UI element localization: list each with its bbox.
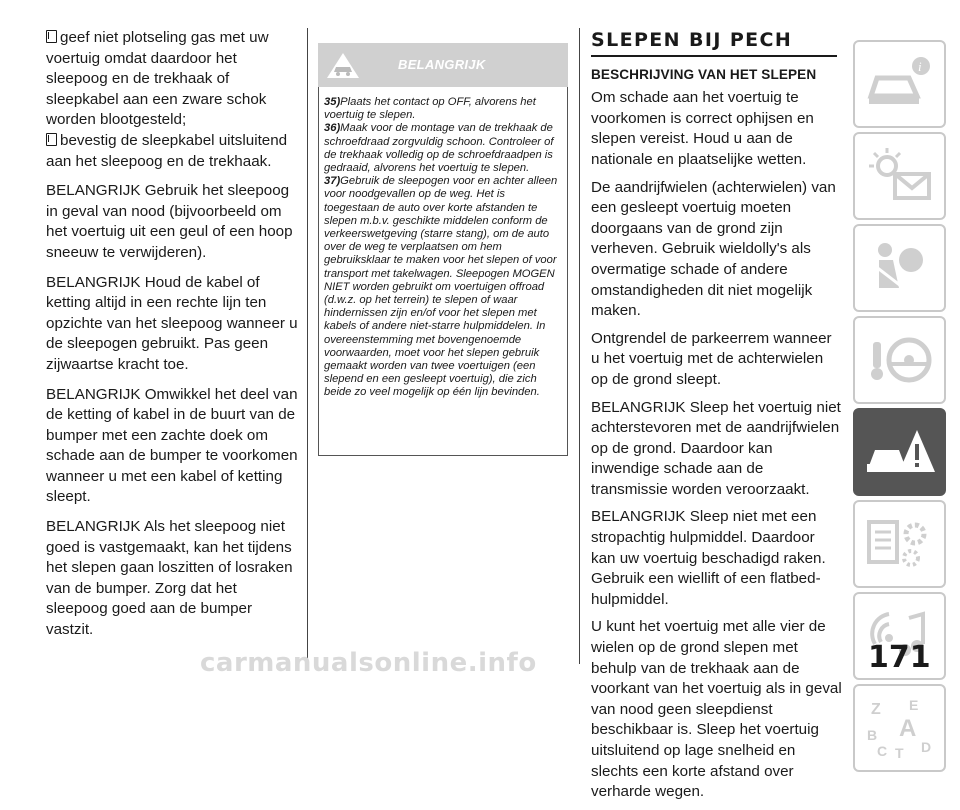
subsection-heading: BESCHRIJVING VAN HET SLEPEN (591, 66, 817, 82)
warning-item-37: 37)Gebruik de sleepogen voor en achter alleen voor noodgevallen op de weg. Het is toegestaan de auto over korte afstanden te slepen m.b.v. geschikte middelen conform de verkeerswetgeving (starre stang), om de auto over de weg te verplaatsen om hem gebruiksklaar te maken voor het slepen of voor transport met takelwagen. Sleepogen MOGEN NIET worden gebruikt om voertuigen offroad (d.w.z. op het terrein) te slepen of waar hindernissen zijn en/of voor het slepen met kabels of andere niet-starre hulpmiddelen. In overeenstemming met bovengenoemde voorwaarden, moet voor het slepen gebruik gemaakt worden van twee voertuigen (een slepend en een gesleept voertuig), die zich beide zo veel mogelijk op één lijn bevinden. (324, 175, 558, 399)
dashboard-lights-icon (865, 144, 935, 208)
warning-title: BELANGRIJK (398, 57, 486, 72)
svg-text:B: B (867, 727, 878, 743)
index-icon (865, 696, 935, 760)
right-column (591, 28, 843, 810)
tab-dashboard-lights[interactable] (853, 132, 946, 220)
paragraph: BELANGRIJK Omwikkel het deel van de ketting of kabel in de buurt van de bumper met een zachte doek om schade aan de bumper te voorkomen wanneer u met een kabel of ketting sleept. (46, 385, 298, 506)
warning-body (318, 87, 568, 456)
watermark: carmanualsonline.info (200, 648, 537, 678)
column-divider (579, 28, 580, 664)
paragraph: Om schade aan het voertuig te voorkomen is correct ophijsen en slepen vereist. Houd u aan de nationale en plaatselijke wetten. (591, 89, 814, 168)
warning-item-36: 36)Maak voor de montage van de trekhaak de schroefdraad zorgvuldig schoon. Controleer of de trekhaak volledig op de schroefdraadpen is gedraaid, alvorens het voertuig te slepen. (324, 122, 554, 175)
tab-safety[interactable] (853, 224, 946, 312)
warning-car-icon (326, 51, 360, 79)
car-info-icon (865, 52, 935, 116)
paragraph: BELANGRIJK Gebruik het sleepoog in geval van nood (bijvoorbeeld om het voertuig uit een geul of een hoop sneeuw te verwijderen). (46, 182, 293, 261)
paragraph: U kunt het voertuig met alle vier de wielen op de grond slepen met behulp van de trekhaak aan de voorkant van het voertuig als in geval van nood geen sleepdienst beschikbaar is. Sleep het voertuig uitsluitend op lage snelheid en slechts een korte afstand over verharde wegen. (591, 618, 842, 801)
tab-car-info[interactable] (853, 40, 946, 128)
bullet-icon (46, 30, 57, 43)
svg-text:C: C (877, 743, 888, 759)
safety-airbag-icon (865, 236, 935, 300)
page-number: 171 (868, 640, 931, 675)
svg-text:D: D (921, 739, 932, 755)
paragraph: BELANGRIJK Als het sleepoog niet goed is vastgemaakt, kan het tijdens het slepen gaan loszitten of losraken van de bumper. Zorg dat het sleepoog goed aan de bumper vastzit. (46, 518, 293, 639)
section-heading: SLEPEN BIJ PECH (591, 28, 837, 57)
paragraph: BELANGRIJK Sleep niet met een stropachtig hulpmiddel. Daardoor kan uw voertuig beschadigd raken. Gebruik een wiellift of een flatbed-hulpmiddel. (591, 508, 826, 608)
tab-starting-driving[interactable] (853, 316, 946, 404)
bullet-item: bevestig de sleepkabel uitsluitend aan het sleepoog en de trekhaak. (46, 131, 288, 170)
paragraph: BELANGRIJK Sleep het voertuig niet achterstevoren met de aandrijfwielen op de grond. Daardoor kan inwendige schade aan de transmissie worden veroorzaakt. (591, 398, 841, 498)
svg-text:E: E (909, 697, 919, 713)
paragraph: BELANGRIJK Houd de kabel of ketting altijd in een rechte lijn ten opzichte van het sleepoog wanneer u de sleepogen gebruikt. Pas geen zijwaartse kracht toe. (46, 273, 298, 373)
paragraph: De aandrijfwielen (achterwielen) van een gesleept voertuig moeten doorgaans van de grond zijn verheven. Gebruik wieldolly's als overmatige schade of andere omstandigheden dit niet mogelijk maken. (591, 178, 836, 320)
tab-index[interactable] (853, 684, 946, 772)
column-divider (307, 28, 308, 664)
paragraph: Ontgrendel de parkeerrem wanneer u het voertuig met de achterwielen op de grond sleept. (591, 329, 832, 388)
bullet-item: geef niet plotseling gas met uw voertuig omdat daardoor het sleepoog en de trekhaak of sleepkabel aan een zware schok worden blootgesteld; (46, 29, 269, 129)
emergency-icon (865, 420, 935, 484)
maintenance-icon (865, 512, 935, 576)
svg-text:A: A (899, 715, 917, 742)
svg-text:Z: Z (871, 701, 881, 718)
warning-box (318, 43, 568, 456)
starting-driving-icon (865, 328, 935, 392)
warning-header (318, 43, 568, 87)
svg-text:T: T (895, 745, 904, 760)
tab-emergency[interactable] (853, 408, 946, 496)
svg-text:i: i (918, 59, 922, 74)
warning-item-35: 35)Plaats het contact op OFF, alvorens het voertuig te slepen. (324, 96, 536, 122)
left-column (46, 28, 298, 650)
tab-maintenance[interactable] (853, 500, 946, 588)
bullet-icon (46, 133, 57, 146)
